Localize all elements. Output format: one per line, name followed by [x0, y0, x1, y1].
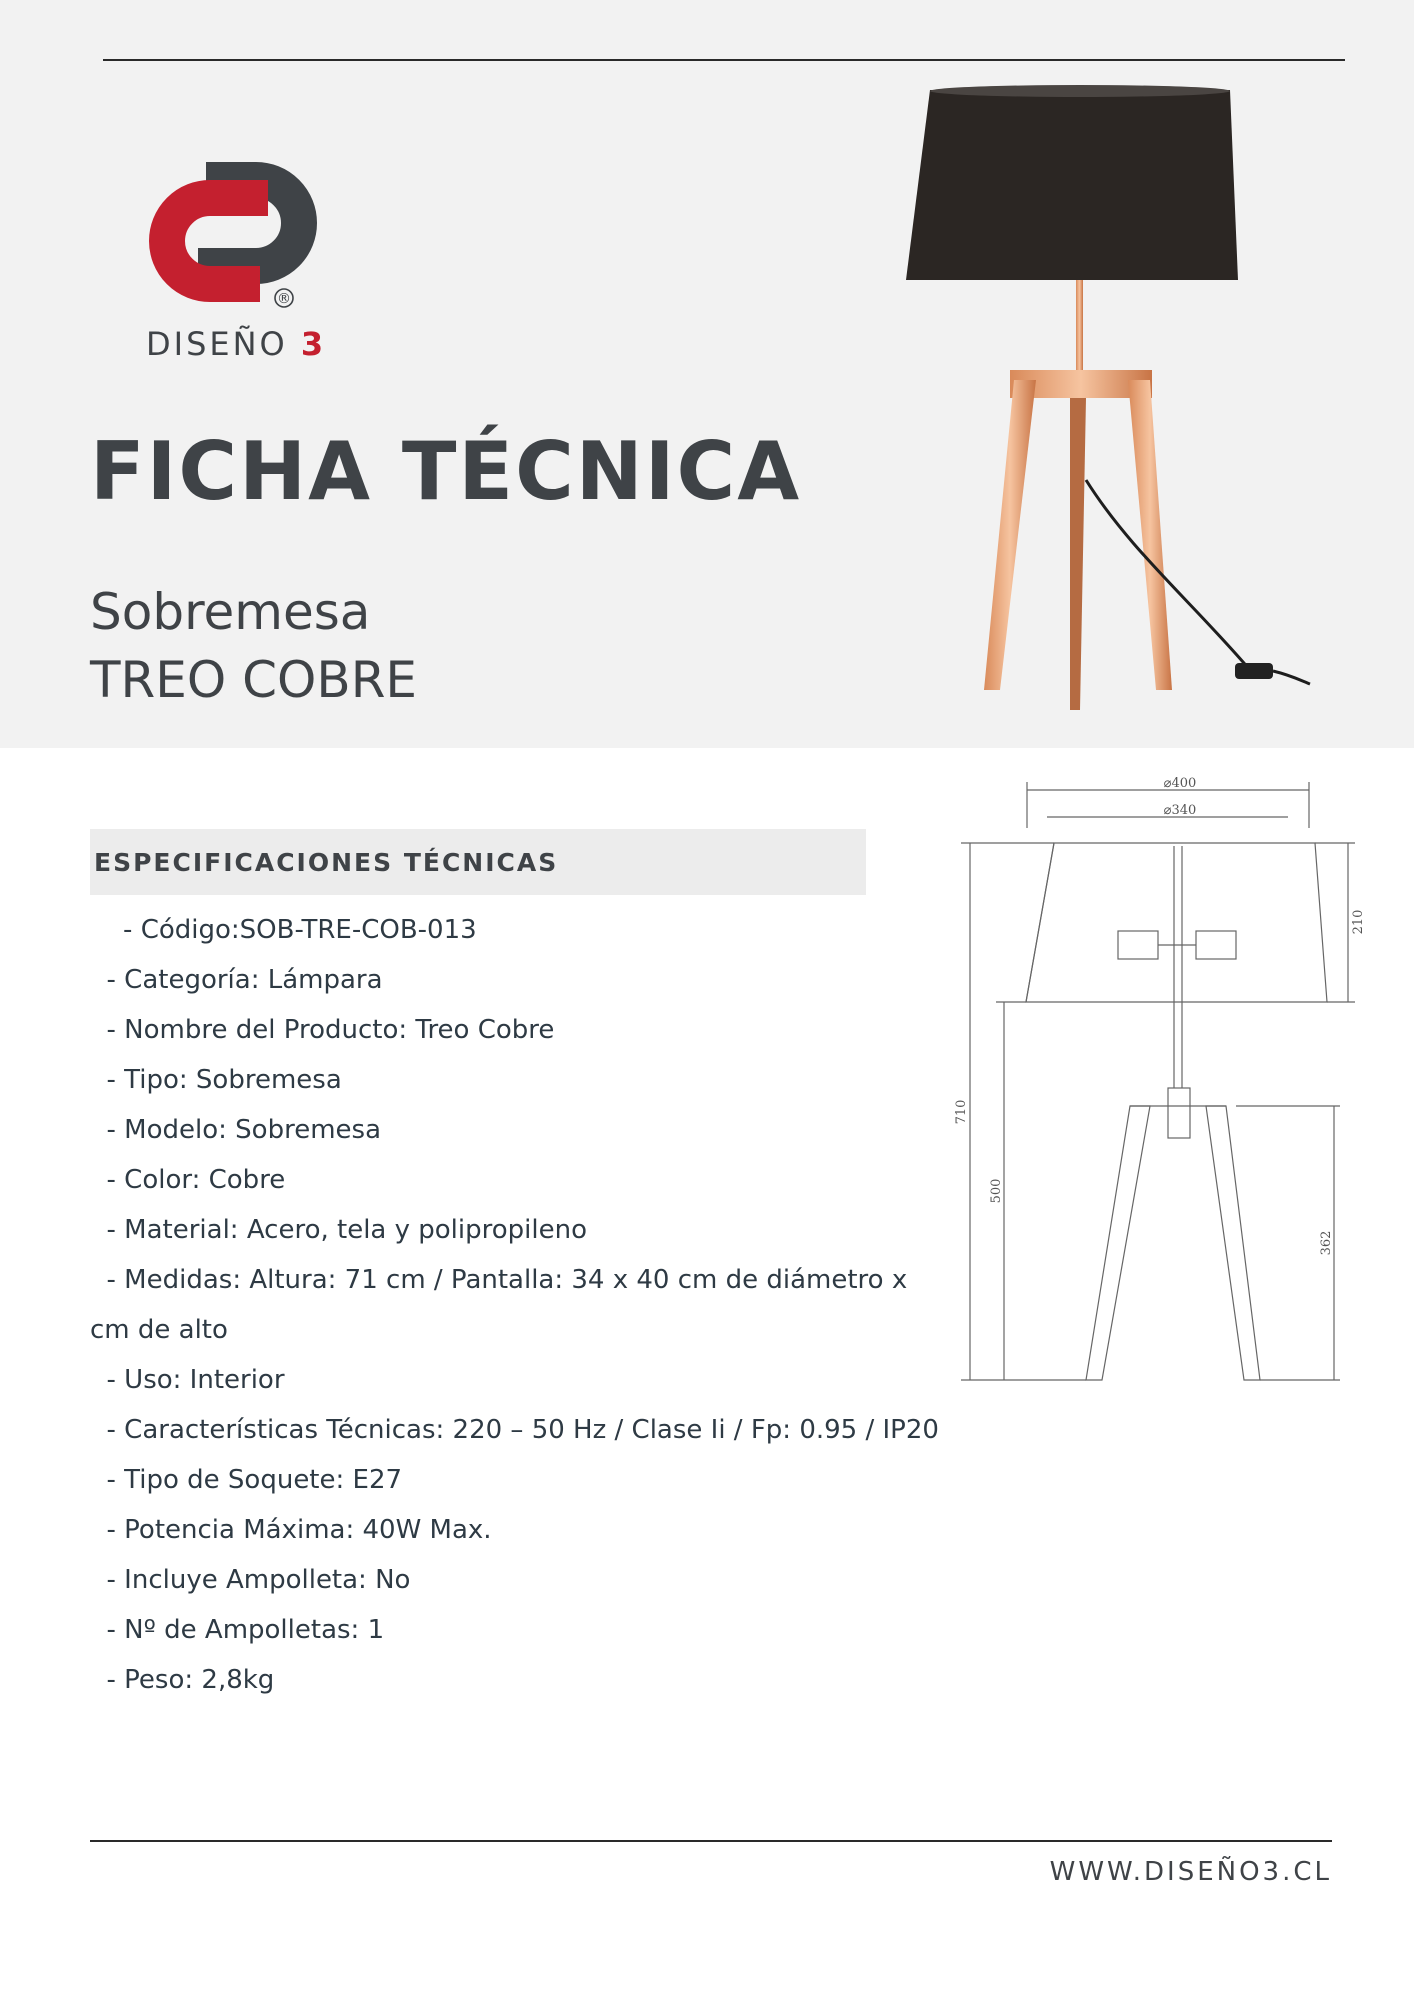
dim-base-height: 500	[989, 1178, 1004, 1204]
logo-red-stroke	[167, 198, 268, 284]
spec-peso: - Peso: 2,8kg	[90, 1665, 275, 1695]
product-type: Sobremesa	[90, 583, 371, 641]
spec-uso: - Uso: Interior	[90, 1365, 285, 1395]
spec-soquete: - Tipo de Soquete: E27	[90, 1465, 403, 1495]
product-name: TREO COBRE	[90, 651, 418, 709]
tripod-leg-right	[1128, 380, 1172, 690]
spec-tipo: - Tipo: Sobremesa	[90, 1065, 342, 1095]
spec-categoria: - Categoría: Lámpara	[90, 965, 383, 995]
drawing-shade	[1026, 843, 1327, 1002]
dim-inner-diameter: ⌀340	[1163, 803, 1197, 818]
dim-total-height: 710	[954, 1099, 969, 1125]
registered-mark: ®	[277, 291, 291, 307]
brand-wordmark	[146, 325, 326, 363]
top-divider	[103, 59, 1345, 61]
spec-color: - Color: Cobre	[90, 1165, 286, 1195]
specs-heading: ESPECIFICACIONES TÉCNICAS	[94, 847, 559, 877]
spec-incluye-ampolleta: - Incluye Ampolleta: No	[90, 1565, 411, 1595]
brand-number: 3	[300, 325, 327, 363]
spec-codigo: - Código:SOB-TRE-COB-013	[90, 915, 477, 945]
website-link[interactable]: WWW.DISEÑO3.CL	[1049, 1857, 1332, 1887]
spec-potencia: - Potencia Máxima: 40W Max.	[90, 1515, 492, 1545]
spec-caracteristicas: - Características Técnicas: 220 – 50 Hz / Clase Ii / Fp: 0.95 / IP20	[90, 1415, 939, 1445]
dim-outer-diameter: ⌀400	[1163, 776, 1197, 791]
drawing-leg-right	[1206, 1106, 1260, 1380]
tripod-leg-left	[984, 380, 1036, 690]
spec-modelo: - Modelo: Sobremesa	[90, 1115, 382, 1145]
shade-rim	[930, 85, 1230, 97]
specs-heading-bar	[90, 829, 866, 895]
page-title: FICHA TÉCNICA	[90, 425, 802, 518]
tripod-leg-back	[1070, 398, 1086, 710]
spec-num-ampolletas: - Nº de Ampolletas: 1	[90, 1615, 385, 1645]
product-subtitle	[90, 578, 417, 714]
dim-tripod-height: 362	[1319, 1230, 1334, 1256]
specs-list	[90, 905, 950, 1705]
bottom-divider	[90, 1840, 1332, 1842]
lamp-shade	[906, 90, 1238, 280]
spec-nombre: - Nombre del Producto: Treo Cobre	[90, 1015, 555, 1045]
brand-name: DISEÑO	[146, 325, 288, 363]
spec-material: - Material: Acero, tela y polipropileno	[90, 1215, 587, 1245]
drawing-leg-left	[1086, 1106, 1150, 1380]
technical-drawing	[954, 776, 1366, 1392]
spec-medidas: - Medidas: Altura: 71 cm / Pantalla: 34 x 40 cm de diámetro x cm de alto	[90, 1265, 916, 1345]
cable-switch	[1235, 663, 1273, 679]
lamp-photo	[890, 80, 1330, 720]
dim-shade-height: 210	[1351, 909, 1366, 935]
